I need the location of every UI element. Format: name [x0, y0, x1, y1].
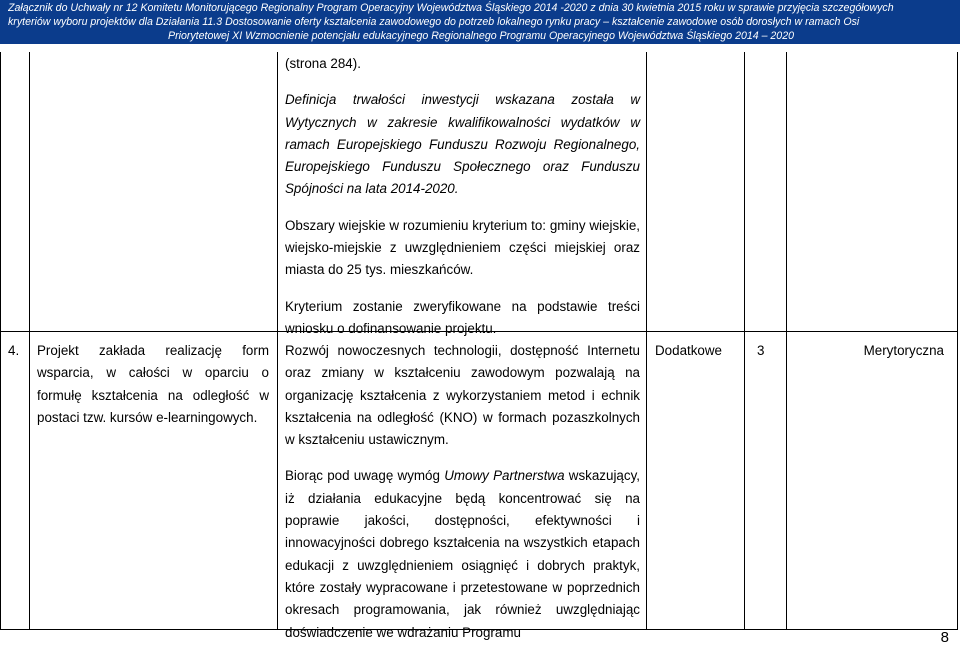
rural-areas-definition: Obszary wiejskie w rozumieniu kryterium to: gminy wiejskie, wiejsko-miejskie z uwzględnieniem części miejskiej oraz miasta do 25 tys. mieszkańców.: [285, 217, 640, 278]
criteria-table: [0, 52, 960, 640]
page-reference: (strona 284).: [285, 56, 361, 71]
durability-definition: Definicja trwałości inwestycji wskazana została w Wytycznych w zakresie kwalifikowalności wydatków w ramach Europejskiego Funduszu Rozwoju Regionalnego, Europejskiego Funduszu Społecznego oraz Funduszu Spójności na lata 2014-2020.: [285, 92, 640, 197]
verification-note: Kryterium zostanie zweryfikowane na podstawie treści wniosku o dofinansowanie projektu.: [285, 298, 640, 336]
desc2-text-before: Biorąc pod uwagę wymóg: [285, 468, 445, 484]
upper-description-cell: [285, 53, 640, 340]
header-line-2: kryteriów wyboru projektów dla Działania 11.3 Dostosowanie oferty kształcenia zawodowego do potrzeb lokalnego rynku pracy – kształcenie zawodowe osób dorosłych w ramach Osi: [8, 16, 860, 29]
criterion-points: 3: [757, 343, 765, 358]
table-border-left: [0, 52, 1, 630]
criterion-description-1: Rozwój nowoczesnych technologii, dostępność Internetu oraz zmiany w kształceniu zawodowym pozwalają na organizację kształcenia z wykorzystaniem metod i echnik kształcenia na odległość (KNO) w formach pozaszkolnych w kształceniu ustawicznym.: [285, 343, 640, 448]
column-divider-3: [646, 52, 647, 630]
table-border-right: [957, 52, 958, 630]
desc2-text-after: wskazujący, iż działania edukacyjne będą koncentrować się na poprawie jakości, dostępności, efektywności i innowacyjności dobrego kształcenia na wszystkich etapach edukacji z uwzględnieniem osiągnięć i dobrych praktyk, które zostały wypracowane i przetestowane w poprzednich okresach programowania, jak również uwzględniając doświadczenie we wdrażaniu Programu: [285, 468, 640, 640]
criterion-type: Dodatkowe: [655, 343, 722, 358]
criterion-description-2: [285, 465, 640, 643]
criterion-name: Projekt zakłada realizację form wsparcia, w całości w oparciu o formułę kształcenia na odległość w postaci tzw. kursów e-learningowych.: [37, 343, 269, 425]
column-divider-1: [29, 52, 30, 630]
criterion-name-cell: [37, 340, 269, 429]
column-divider-4: [744, 52, 745, 630]
criterion-category: Merytoryczna: [863, 343, 944, 358]
criterion-number: 4.: [8, 343, 20, 358]
header-line-1: Załącznik do Uchwały nr 12 Komitetu Monitorującego Regionalny Program Operacyjny Województwa Śląskiego 2014 -2020 z dnia 30 kwietnia 2015 roku w sprawie przyjęcia szczegółowych: [8, 2, 894, 14]
criterion-description-cell: [285, 340, 640, 644]
page-number: 8: [940, 629, 949, 646]
column-divider-2: [277, 52, 278, 630]
header-line-3: Priorytetowej XI Wzmocnienie potencjału edukacyjnego Regionalnego Programu Operacyjnego Województwa Śląskiego 2014 – 2020: [168, 30, 794, 43]
document-header: [0, 0, 960, 44]
partnership-agreement-reference: Umowy Partnerstwa: [444, 468, 565, 484]
